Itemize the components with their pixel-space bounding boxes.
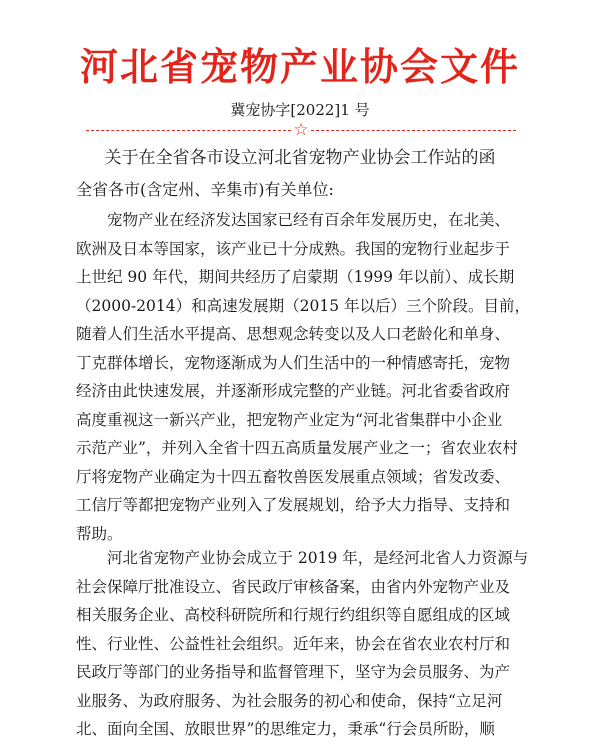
divider-line-left [86, 130, 291, 131]
paragraph-line: 民政厅等部门的业务指导和监督管理下，坚守为会员服务、为产 [76, 663, 511, 681]
header-divider [86, 120, 516, 140]
paragraph-line: 帮助。 [76, 524, 123, 543]
paragraph-line: 工信厅等都把宠物产业列入了发展规划，给予大力指导、支持和 [76, 496, 511, 514]
paragraph-line: 随着人们生活水平提高、思想观念转变以及人口老龄化和单身、 [76, 325, 511, 343]
paragraph-line: 丁克群体增长，宠物逐渐成为人们生活中的一种情感寄托，宠物 [76, 353, 511, 372]
document-header-title: 河北省宠物产业协会文件 [79, 45, 520, 89]
document-number: 冀宠协字[2022]1 号 [230, 101, 370, 119]
body-paragraph-2 [76, 544, 529, 744]
star-icon: ☆ [293, 120, 309, 140]
paragraph-line: 厅将宠物产业确定为十四五畜牧兽医发展重点领域；省发改委、 [76, 467, 511, 486]
paragraph-line: 宠物产业在经济发达国家已经有百余年发展历史，在北美、 [107, 211, 511, 229]
paragraph-line: （2000-2014）和高速发展期（2015 年以后）三个阶段。目前， [76, 296, 531, 315]
divider-line-right [311, 130, 516, 131]
paragraph-line: 性、行业性、公益性社会组织。近年来，协会在省农业农村厅和 [76, 634, 511, 653]
paragraph-line: 北、面向全国、放眼世界”的思维定力，秉承“行会员所盼，顺 [76, 720, 495, 738]
paragraph-line: 社会保障厅批准设立、省民政厅审核备案，由省内外宠物产业及 [76, 577, 511, 596]
document-subject: 关于在全省各市设立河北省宠物产业协会工作站的函 [104, 148, 496, 168]
paragraph-line: 相关服务企业、高校科研院所和行规行约组织等自愿组成的区域 [76, 606, 511, 624]
body-paragraph-1 [76, 206, 531, 548]
paragraph-line: 河北省宠物产业协会成立于 2019 年，是经河北省人力资源与 [107, 549, 529, 567]
paragraph-line: 示范产业”，并列入全省十四五高质量发展产业之一；省农业农村 [76, 439, 518, 457]
recipient-line: 全省各市(含定州、辛集市)有关单位: [76, 180, 334, 199]
paragraph-line: 高度重视这一新兴产业，把宠物产业定为“河北省集群中小企业 [76, 410, 503, 429]
paragraph-line: 欧洲及日本等国家，该产业已十分成熟。我国的宠物行业起步于 [76, 239, 511, 258]
paragraph-line: 业服务、为政府服务、为社会服务的初心和使命，保持“立足河 [76, 691, 503, 710]
paragraph-line: 上世纪 90 年代，期间共经历了启蒙期（1999 年以前）、成长期 [76, 268, 515, 286]
paragraph-line: 经济由此快速发展，并逐渐形成完整的产业链。河北省委省政府 [76, 382, 511, 400]
